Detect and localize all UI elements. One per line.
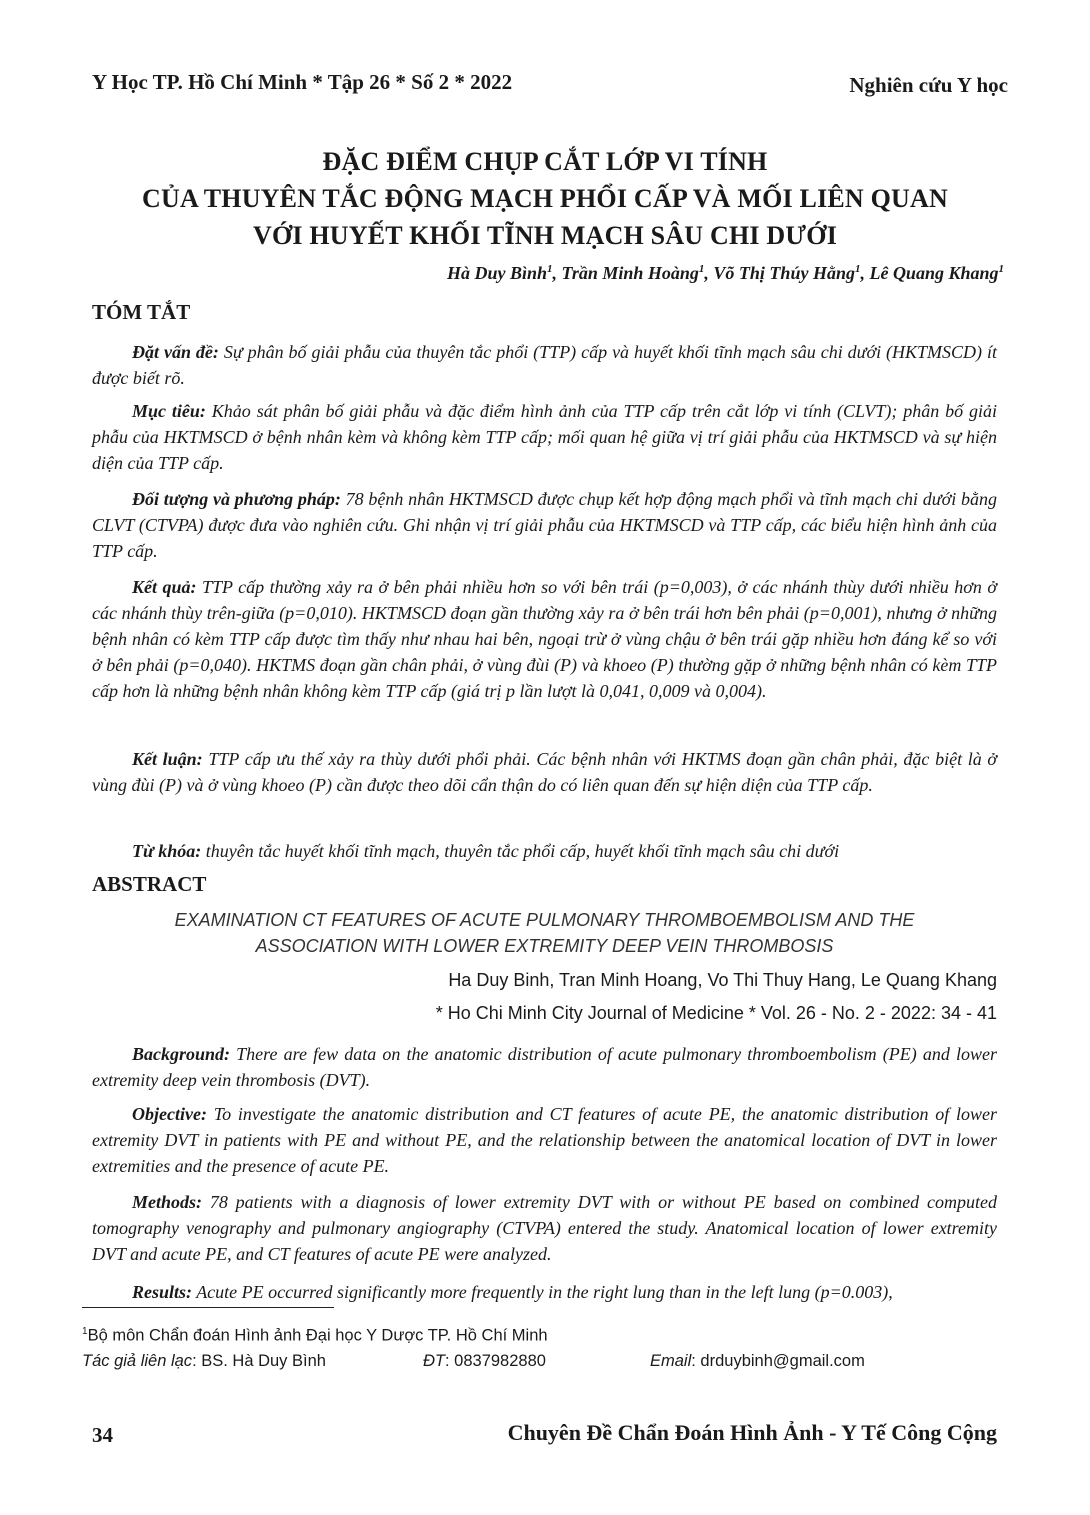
affiliation-text: Bộ môn Chẩn đoán Hình ảnh Đại học Y Dược TP. Hồ Chí Minh: [87, 1326, 548, 1345]
affiliation-footnote: [82, 1326, 548, 1346]
affiliation-mark: 1: [547, 263, 553, 275]
title-line-1: ĐẶC ĐIỂM CHỤP CẮT LỚP VI TÍNH: [322, 147, 768, 176]
contact-value: : BS. Hà Duy Bình: [192, 1352, 326, 1370]
author-name: Hà Duy Bình: [447, 263, 548, 283]
paragraph-text: TTP cấp ưu thế xảy ra thùy dưới phổi phải. Các bệnh nhân với HKTMS đoạn gần chân phải, đặc biệt là ở vùng đùi (P) và ở vùng khoeo (P) cần được theo dõi cẩn thận do có liên quan đến sự hiện diện của TTP cấp.: [92, 749, 998, 795]
paragraph-text: TTP cấp thường xảy ra ở bên phải nhiều hơn so với bên trái (p=0,003), ở các nhánh thùy dưới nhiều hơn ở các nhánh thùy trên-giữa (p=0,010). HKTMSCD đoạn gần thường xảy ra ở bên trái hơn bên phải (p=0,001), nhưng ở những bệnh nhân có kèm TTP cấp được tìm thấy như nhau hai bên, ngoại trừ ở vùng chậu ở bên trái gặp nhiều hơn đáng kể so với ở bên phải (p=0,040). HKTMS đoạn gần chân phải, ở vùng đùi (P) và khoeo (P) thường gặp ở những bệnh nhân có kèm TTP cấp hơn là những bệnh nhân không kèm TTP cấp (giá trị p lần lượt là 0,041, 0,009 và 0,004).: [92, 577, 997, 701]
summary-objective: [92, 398, 997, 476]
paragraph-text: Acute PE occurred significantly more frequently in the right lung than in the left lung (p=0.003),: [192, 1282, 893, 1302]
title-line-3: VỚI HUYẾT KHỐI TĨNH MẠCH SÂU CHI DƯỚI: [252, 221, 838, 250]
paragraph-text: 78 patients with a diagnosis of lower extremity DVT with or without PE based on combined computed tomography venography and pulmonary angiography (CTVPA) entered the study. Anatomical location of lower extremity DVT and acute PE, and CT features of acute PE were analyzed.: [92, 1192, 997, 1264]
paragraph-text: thuyên tắc huyết khối tĩnh mạch, thuyên tắc phổi cấp, huyết khối tĩnh mạch sâu chi dưới: [201, 841, 840, 861]
phone-label: ĐT: [423, 1352, 445, 1370]
paragraph-label: Đặt vấn đề:: [132, 342, 219, 362]
summary-background: [92, 339, 997, 391]
summary-keywords: [92, 838, 997, 864]
abstract-heading: ABSTRACT: [92, 872, 207, 896]
summary-methods: [92, 486, 997, 564]
footer-section-title: Chuyên Đề Chẩn Đoán Hình Ảnh - Y Tế Công Cộng: [507, 1420, 997, 1445]
paragraph-label: Objective:: [132, 1104, 207, 1124]
abstract-title-line-1: EXAMINATION CT FEATURES OF ACUTE PULMONARY THROMBOEMBOLISM AND THE: [174, 910, 915, 930]
affiliation-mark: 1: [998, 263, 1004, 275]
paragraph-text: To investigate the anatomic distribution and CT features of acute PE, the anatomic distribution of lower extremity DVT in patients with PE and without PE, and the relationship between the anatomical location of DVT in lower extremities and the presence of acute PE.: [92, 1104, 997, 1176]
affiliation-mark: 1: [698, 263, 705, 275]
phone-value: : 0837982880: [445, 1352, 546, 1370]
email-value: : drduybinh@gmail.com: [691, 1352, 865, 1370]
citation: * Ho Chi Minh City Journal of Medicine * Vol. 26 - No. 2 - 2022: 34 - 41: [435, 1003, 997, 1023]
paragraph-label: Kết quả:: [132, 577, 197, 597]
abstract-background: [92, 1041, 997, 1093]
author-name: Võ Thị Thúy Hằng: [713, 263, 855, 283]
paragraph-text: 78 bệnh nhân HKTMSCD được chụp kết hợp động mạch phổi và tĩnh mạch chi dưới bằng CLVT (CTVPA) được đưa vào nghiên cứu. Ghi nhận vị trí giải phẫu của HKTMSCD và TTP cấp, các biểu hiện hình ảnh của TTP cấp.: [92, 489, 997, 561]
summary-conclusion: [92, 746, 997, 798]
abstract-title: [92, 907, 997, 959]
paragraph-label: Mục tiêu:: [132, 401, 206, 421]
summary-heading: TÓM TẮT: [92, 300, 191, 324]
author-list-vi: Hà Duy Bình$^1$, Trần Minh Hoàng$^1$, Võ Thị Thúy Hằng$^1$, Lê Quang Khang$^1$: [447, 263, 1004, 283]
paragraph-text: Khảo sát phân bố giải phẫu và đặc điểm hình ảnh của TTP cấp trên cắt lớp vi tính (CLVT); phân bố giải phẫu của HKTMSCD ở bệnh nhân kèm và không kèm TTP cấp; mối quan hệ giữa vị trí giải phẫu của HKTMSCD và sự hiện diện của TTP cấp.: [92, 401, 997, 473]
paragraph-label: Results:: [132, 1282, 193, 1302]
paragraph-label: Methods:: [132, 1192, 203, 1212]
paragraph-label: Đối tượng và phương pháp:: [132, 489, 341, 509]
contact-author: [82, 1352, 326, 1371]
abstract-title-line-2: ASSOCIATION WITH LOWER EXTREMITY DEEP VEIN THROMBOSIS: [255, 936, 834, 956]
author-list-en: Ha Duy Binh, Tran Minh Hoang, Vo Thi Thuy Hang, Le Quang Khang: [448, 970, 997, 990]
email-label: Email: [650, 1352, 692, 1370]
running-header-journal: Y Học TP. Hồ Chí Minh * Tập 26 * Số 2 * 2022: [92, 70, 513, 94]
paragraph-label: Background:: [132, 1044, 231, 1064]
summary-results: [92, 574, 997, 704]
footnote-divider: [82, 1307, 334, 1308]
page-number: 34: [92, 1423, 113, 1447]
paragraph-label: Từ khóa:: [132, 841, 202, 861]
abstract-results: [92, 1279, 997, 1305]
contact-email: [650, 1352, 865, 1371]
paragraph-text: There are few data on the anatomic distribution of acute pulmonary thromboembolism (PE) and lower extremity deep vein thrombosis (DVT).: [92, 1044, 997, 1090]
author-name: Lê Quang Khang: [869, 263, 999, 283]
affiliation-mark: 1: [854, 263, 861, 275]
running-header-category: Nghiên cứu Y học: [849, 73, 1008, 97]
article-title: [90, 143, 1000, 254]
paragraph-text: Sự phân bố giải phẫu của thuyên tắc phổi (TTP) cấp và huyết khối tĩnh mạch sâu chi dưới (HKTMSCD) ít được biết rõ.: [92, 342, 997, 388]
affiliation-mark: 1: [82, 1326, 88, 1337]
title-line-2: CỦA THUYÊN TẮC ĐỘNG MẠCH PHỔI CẤP VÀ MỐI LIÊN QUAN: [142, 184, 948, 213]
author-name: Trần Minh Hoàng: [561, 263, 699, 283]
abstract-objective: [92, 1101, 997, 1179]
paragraph-label: Kết luận:: [132, 749, 203, 769]
contact-label: Tác giả liên lạc: [82, 1352, 193, 1370]
abstract-methods: [92, 1189, 997, 1267]
contact-phone: [423, 1352, 546, 1371]
